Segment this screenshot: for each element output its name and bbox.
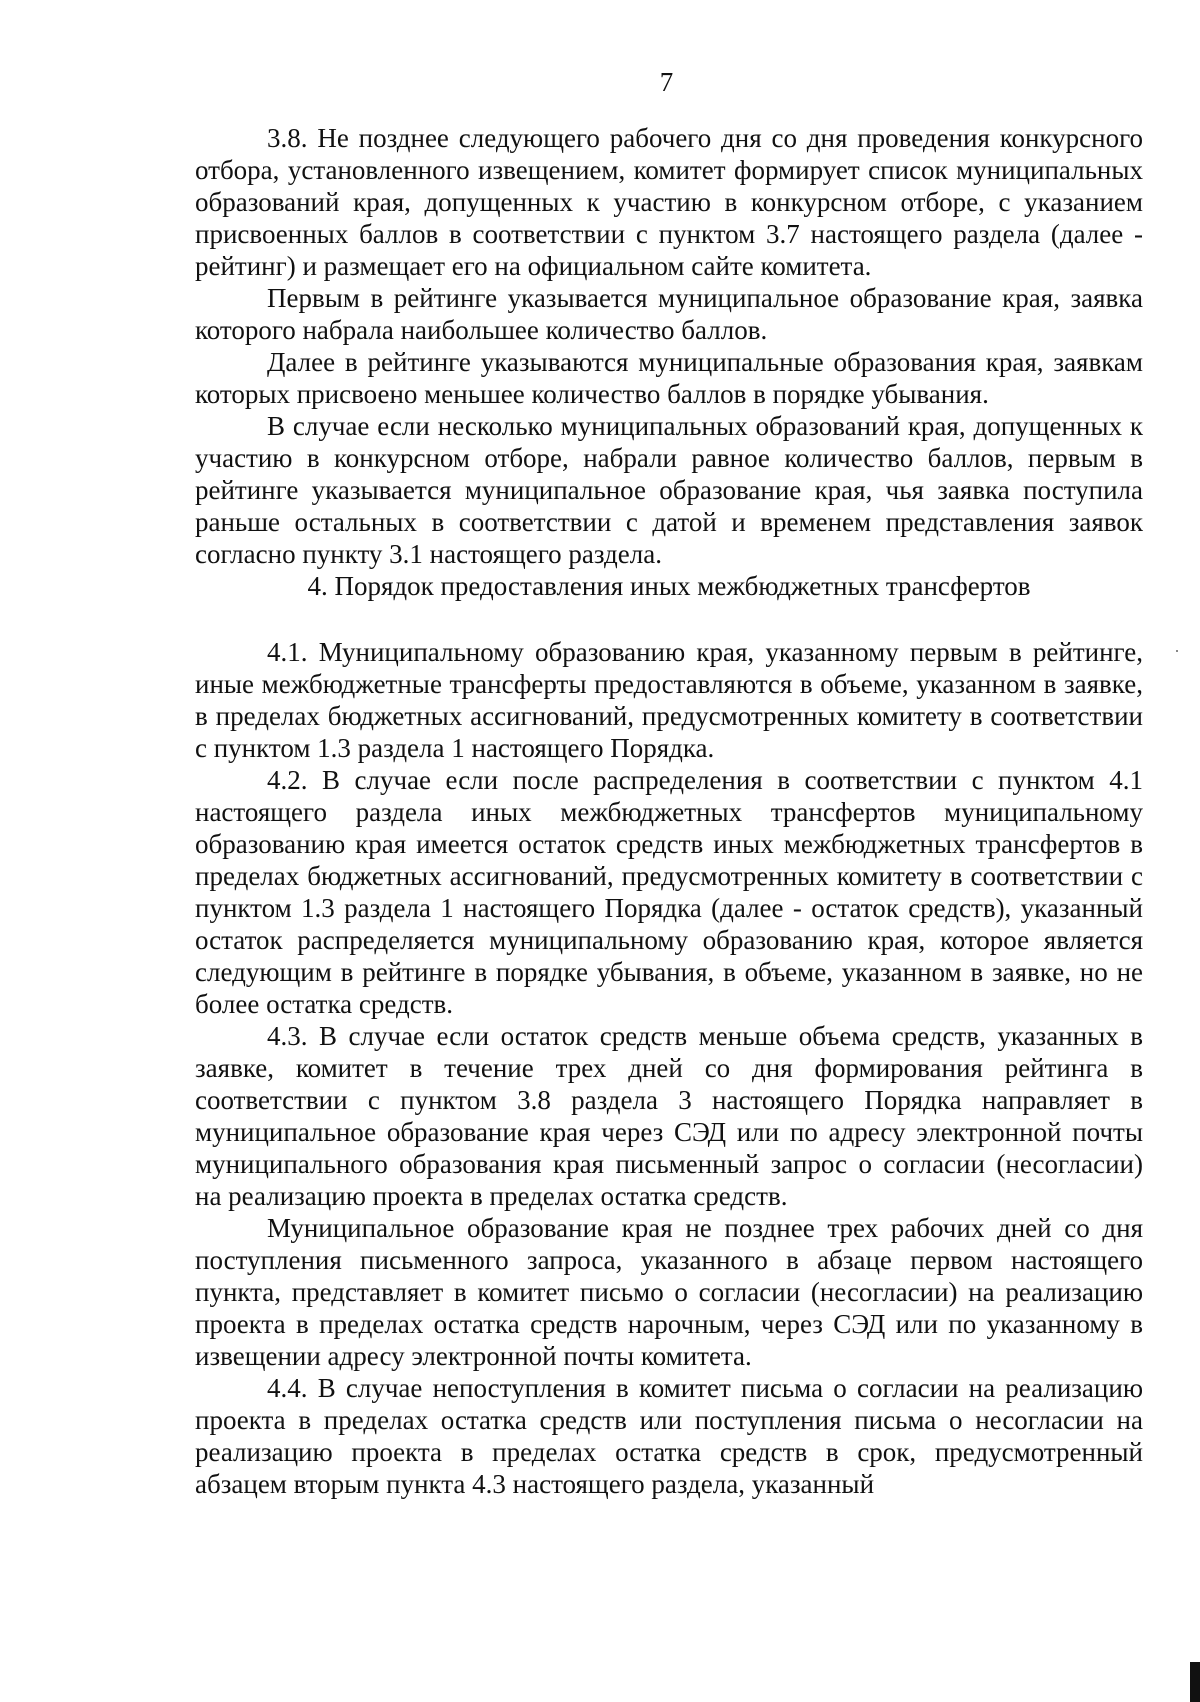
paragraph-4-3-reply: Муниципальное образование края не позднее трех рабочих дней со дня поступления письменного запроса, указанного в абзаце первом настоящего пункта, представляет в комитет письмо о согласии (несогласии) на реализацию проекта в пределах остатка средств нарочным, через СЭД или по указанному в извещении адресу электронной почты комитета.: [195, 1213, 1143, 1371]
paragraph-3-8-equal-score: В случае если несколько муниципальных образований края, допущенных к участию в конкурсном отборе, набрали равное количество баллов, первым в рейтинге указывается муниципальное образование края, чья заявка поступила раньше остальных в соответствии с датой и временем представления заявок согласно пункту 3.1 настоящего раздела.: [195, 411, 1143, 569]
paragraph-4-1: 4.1. Муниципальному образованию края, указанному первым в рейтинге, иные межбюджетные трансферты предоставляются в объеме, указанном в заявке, в пределах бюджетных ассигнований, предусмотренных комитету в соответствии с пунктом 1.3 раздела 1 настоящего Порядка.: [195, 637, 1143, 763]
paragraph-3-8: 3.8. Не позднее следующего рабочего дня со дня проведения конкурсного отбора, установленного извещением, комитет формирует список муниципальных образований края, допущенных к участию в конкурсном отборе, с указанием присвоенных баллов в соответствии с пунктом 3.7 настоящего раздела (далее - рейтинг) и размещает его на официальном сайте комитета.: [195, 123, 1143, 281]
page-number: 7: [659, 67, 674, 97]
scan-edge-mark: [1190, 1662, 1200, 1702]
section-4-heading: 4. Порядок предоставления иных межбюджетных трансфертов: [307, 571, 1031, 601]
scan-speck: [1176, 650, 1178, 652]
paragraph-3-8-next-in-rating: Далее в рейтинге указываются муниципальные образования края, заявкам которых присвоено меньшее количество баллов в порядке убывания.: [195, 347, 1143, 409]
paragraph-4-3: 4.3. В случае если остаток средств меньше объема средств, указанных в заявке, комитет в течение трех дней со дня формирования рейтинга в соответствии с пунктом 3.8 раздела 3 настоящего Порядка направляет в муниципальное образование края через СЭД или по адресу электронной почты муниципального образования края письменный запрос о согласии (несогласии) на реализацию проекта в пределах остатка средств.: [195, 1021, 1143, 1211]
paragraph-4-2: 4.2. В случае если после распределения в соответствии с пунктом 4.1 настоящего раздела иных межбюджетных трансфертов муниципальному образованию края имеется остаток средств иных межбюджетных трансфертов в пределах бюджетных ассигнований, предусмотренных комитету в соответствии с пунктом 1.3 раздела 1 настоящего Порядка (далее - остаток средств), указанный остаток распределяется муниципальному образованию края, которое является следующим в рейтинге в порядке убывания, в объеме, указанном в заявке, но не более остатка средств.: [195, 765, 1143, 1019]
paragraph-3-8-first-in-rating: Первым в рейтинге указывается муниципальное образование края, заявка которого набрала наибольшее количество баллов.: [195, 283, 1143, 345]
document-body: [195, 122, 1143, 1500]
paragraph-4-4: 4.4. В случае непоступления в комитет письма о согласии на реализацию проекта в пределах остатка средств или поступления письма о несогласии на реализацию проекта в пределах остатка средств в срок, предусмотренный абзацем вторым пункта 4.3 настоящего раздела, указанный: [195, 1373, 1143, 1499]
